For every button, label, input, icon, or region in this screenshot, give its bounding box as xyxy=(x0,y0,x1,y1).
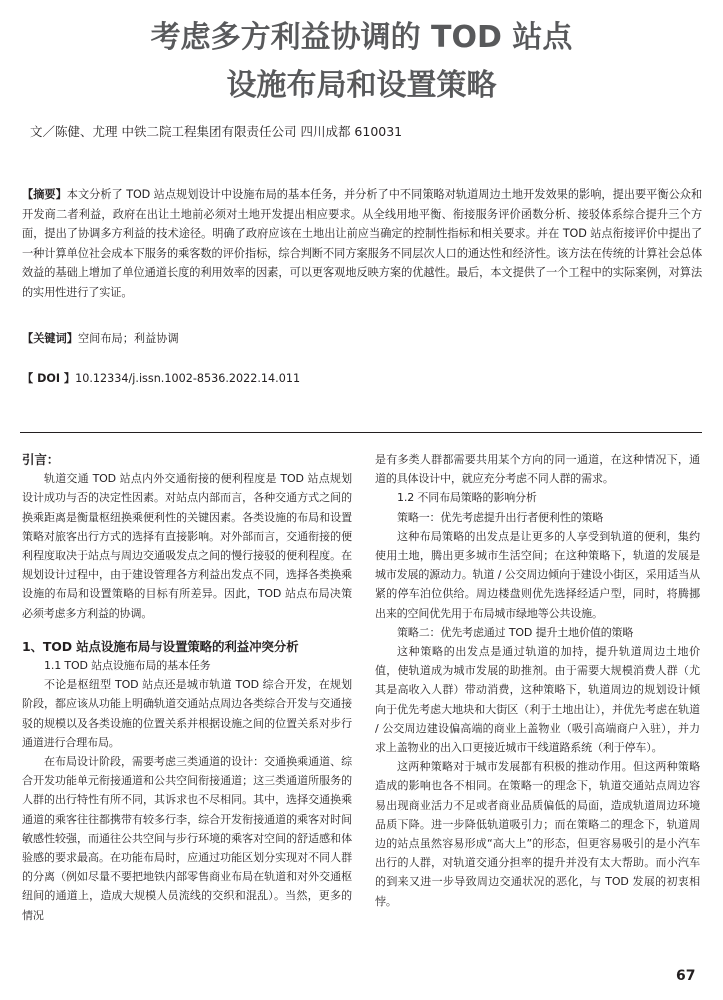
abstract xyxy=(22,185,702,303)
strategy-2-paragraph: 这种策略的出发点是通过轨道的加持，提升轨道周边土地价值，使轨道成为城市发展的助推剂。由于需要大规模消费人群（尤其是高收入人群）带动消费，这种策略下，轨道周边的规划设计倾向于优先考虑大地块和大街区（利于土地出让），并优先考虑在轨道 / 公交周边建设偏高端的商业上盖物业（吸引高端商户入驻），并力求上盖物业的出入口更接近城市干线道路系统（利于停车）。 xyxy=(375,645,700,755)
page-number: 67 xyxy=(676,968,696,984)
doi-label: 【 DOI 】 xyxy=(22,372,76,385)
author-line: 文／陈健、尤理 中铁二院工程集团有限责任公司 四川成都 610031 xyxy=(30,124,403,139)
section-divider xyxy=(20,432,702,433)
strategy-2-heading: 策略二：优先考虑通过 TOD 提升土地价值的策略 xyxy=(397,625,634,639)
title-line-2: 设施布局和设置策略 xyxy=(226,68,497,103)
continued-paragraph: 是有多类人群都需要共用某个方向的同一通道，在这种情况下，通道的具体设计中，就应充分考虑不同人群的需求。 xyxy=(375,453,700,486)
strategy-1-heading: 策略一：优先考虑提升出行者便利性的策略 xyxy=(397,510,604,524)
intro-paragraph: 轨道交通 TOD 站点内外交通衔接的便利程度是 TOD 站点规划设计成功与否的决定性因素。对站点内部而言，各种交通方式之间的换乘距离是衡量枢纽换乘便利性的关键因素。各类设施的布局和设置策略对旅客出行方式的选择有直接影响。对外部而言，交通衔接的便利程度取决于站点与周边交通吸发点之间的慢行接驳的便利程度。在规划设计过程中，由于建设管理各方利益出发点不同，选择各类换乘设施的布局和设置策略的目标有所差异。因此，TOD 站点布局决策必须考虑多方利益的协调。 xyxy=(22,472,352,620)
section-1-paragraph-1: 不论是枢纽型 TOD 站点还是城市轨道 TOD 综合开发，在规划阶段，都应该从功能上明确轨道交通站点周边各类综合开发与交通接驳的规模以及各类设施的位置关系并根据设施之间的位置关系对步行通道进行合理布局。 xyxy=(22,678,352,749)
doi xyxy=(22,370,300,386)
section-1-2-heading: 1.2 不同布局策略的影响分析 xyxy=(397,491,537,505)
title-line-1: 考虑多方利益协调的 TOD 站点 xyxy=(150,20,573,55)
right-column xyxy=(375,450,700,911)
intro-heading: 引言： xyxy=(22,452,60,467)
abstract-text: 本文分析了 TOD 站点规划设计中设施布局的基本任务，并分析了中不同策略对轨道周边土地开发效果的影响，提出要平衡公众和开发商二者利益，政府在出让土地前必须对土地开发提出相应要求。从全线用地平衡、衔接服务评价函数分析、接驳体系综合提升三个方面，提出了协调多方利益的技术途径。明确了政府应该在土地出让前应当确定的控制性指标和相关要求。并在 TOD 站点衔接评价中提出了一种计算单位社会成本下服务的乘客数的评价指标，综合判断不同方案服务不同层次人口的通达性和经济性。该方法在传统的计算社会总体效益的基础上增加了单位通道长度的利用效率的因素，可以更客观地反映方案的优越性。最后，本文提供了一个工程中的实际案例，对算法的实用性进行了实证。 xyxy=(22,188,702,299)
keywords-label: 【关键词】 xyxy=(22,332,78,345)
article-title xyxy=(0,14,723,110)
strategy-1-paragraph: 这种布局策略的出发点是让更多的人享受到轨道的便利，集约使用土地，腾出更多城市生活空间；在这种策略下，轨道的发展是城市发展的源动力。轨道 / 公交周边倾向于建设小街区，采用适当从紧的停车泊位供给。周边楼盘则优先选择经适户型，同时，将腾挪出来的空间优先用于布局城市绿地等公共设施。 xyxy=(375,529,700,620)
section-1-1-heading: 1.1 TOD 站点设施布局的基本任务 xyxy=(44,659,211,673)
section-1-heading: 1、TOD 站点设施布局与设置策略的利益冲突分析 xyxy=(22,638,299,654)
abstract-label: 【摘要】 xyxy=(22,188,67,201)
doi-text: 10.12334/j.issn.1002-8536.2022.14.011 xyxy=(75,372,301,385)
section-1-paragraph-2: 在布局设计阶段，需要考虑三类通道的设计：交通换乘通道、综合开发功能单元衔接通道和公共空间衔接通道；这三类通道所服务的人群的出行特性有所不同，其诉求也不尽相同。其中，选择交通换乘通道的乘客往往都携带有较多行李，综合开发衔接通道的乘客对时间敏感性较强，而通往公共空间与步行环境的乘客对空间的舒适感和体验感的要求最高。在功能布局时，应通过功能区划分实现对不同人群的分离（例如尽量不要把地铁内部零售商业布局在轨道和对外交通枢纽间的通道上，造成大规模人员流线的交织和混乱）。当然，更多的情况 xyxy=(22,755,352,922)
comparison-paragraph: 这两种策略对于城市发展都有积极的推动作用。但这两种策略造成的影响也各不相同。在策略一的理念下，轨道交通站点周边容易出现商业活力不足或者商业品质偏低的局面，造成轨道周边环境品质下降。进一步降低轨道吸引力；而在策略二的理念下，轨道周边的站点虽然容易形成“高大上”的形态，但更容易吸引的是小汽车出行的人群，对轨道交通分担率的提升并没有太大帮助。而小汽车的到来又进一步导致周边交通状况的恶化，与 TOD 发展的初衷相悖。 xyxy=(375,760,700,908)
keywords-text: 空间布局；利益协调 xyxy=(77,332,179,345)
left-column xyxy=(22,450,352,925)
keywords xyxy=(22,330,179,346)
